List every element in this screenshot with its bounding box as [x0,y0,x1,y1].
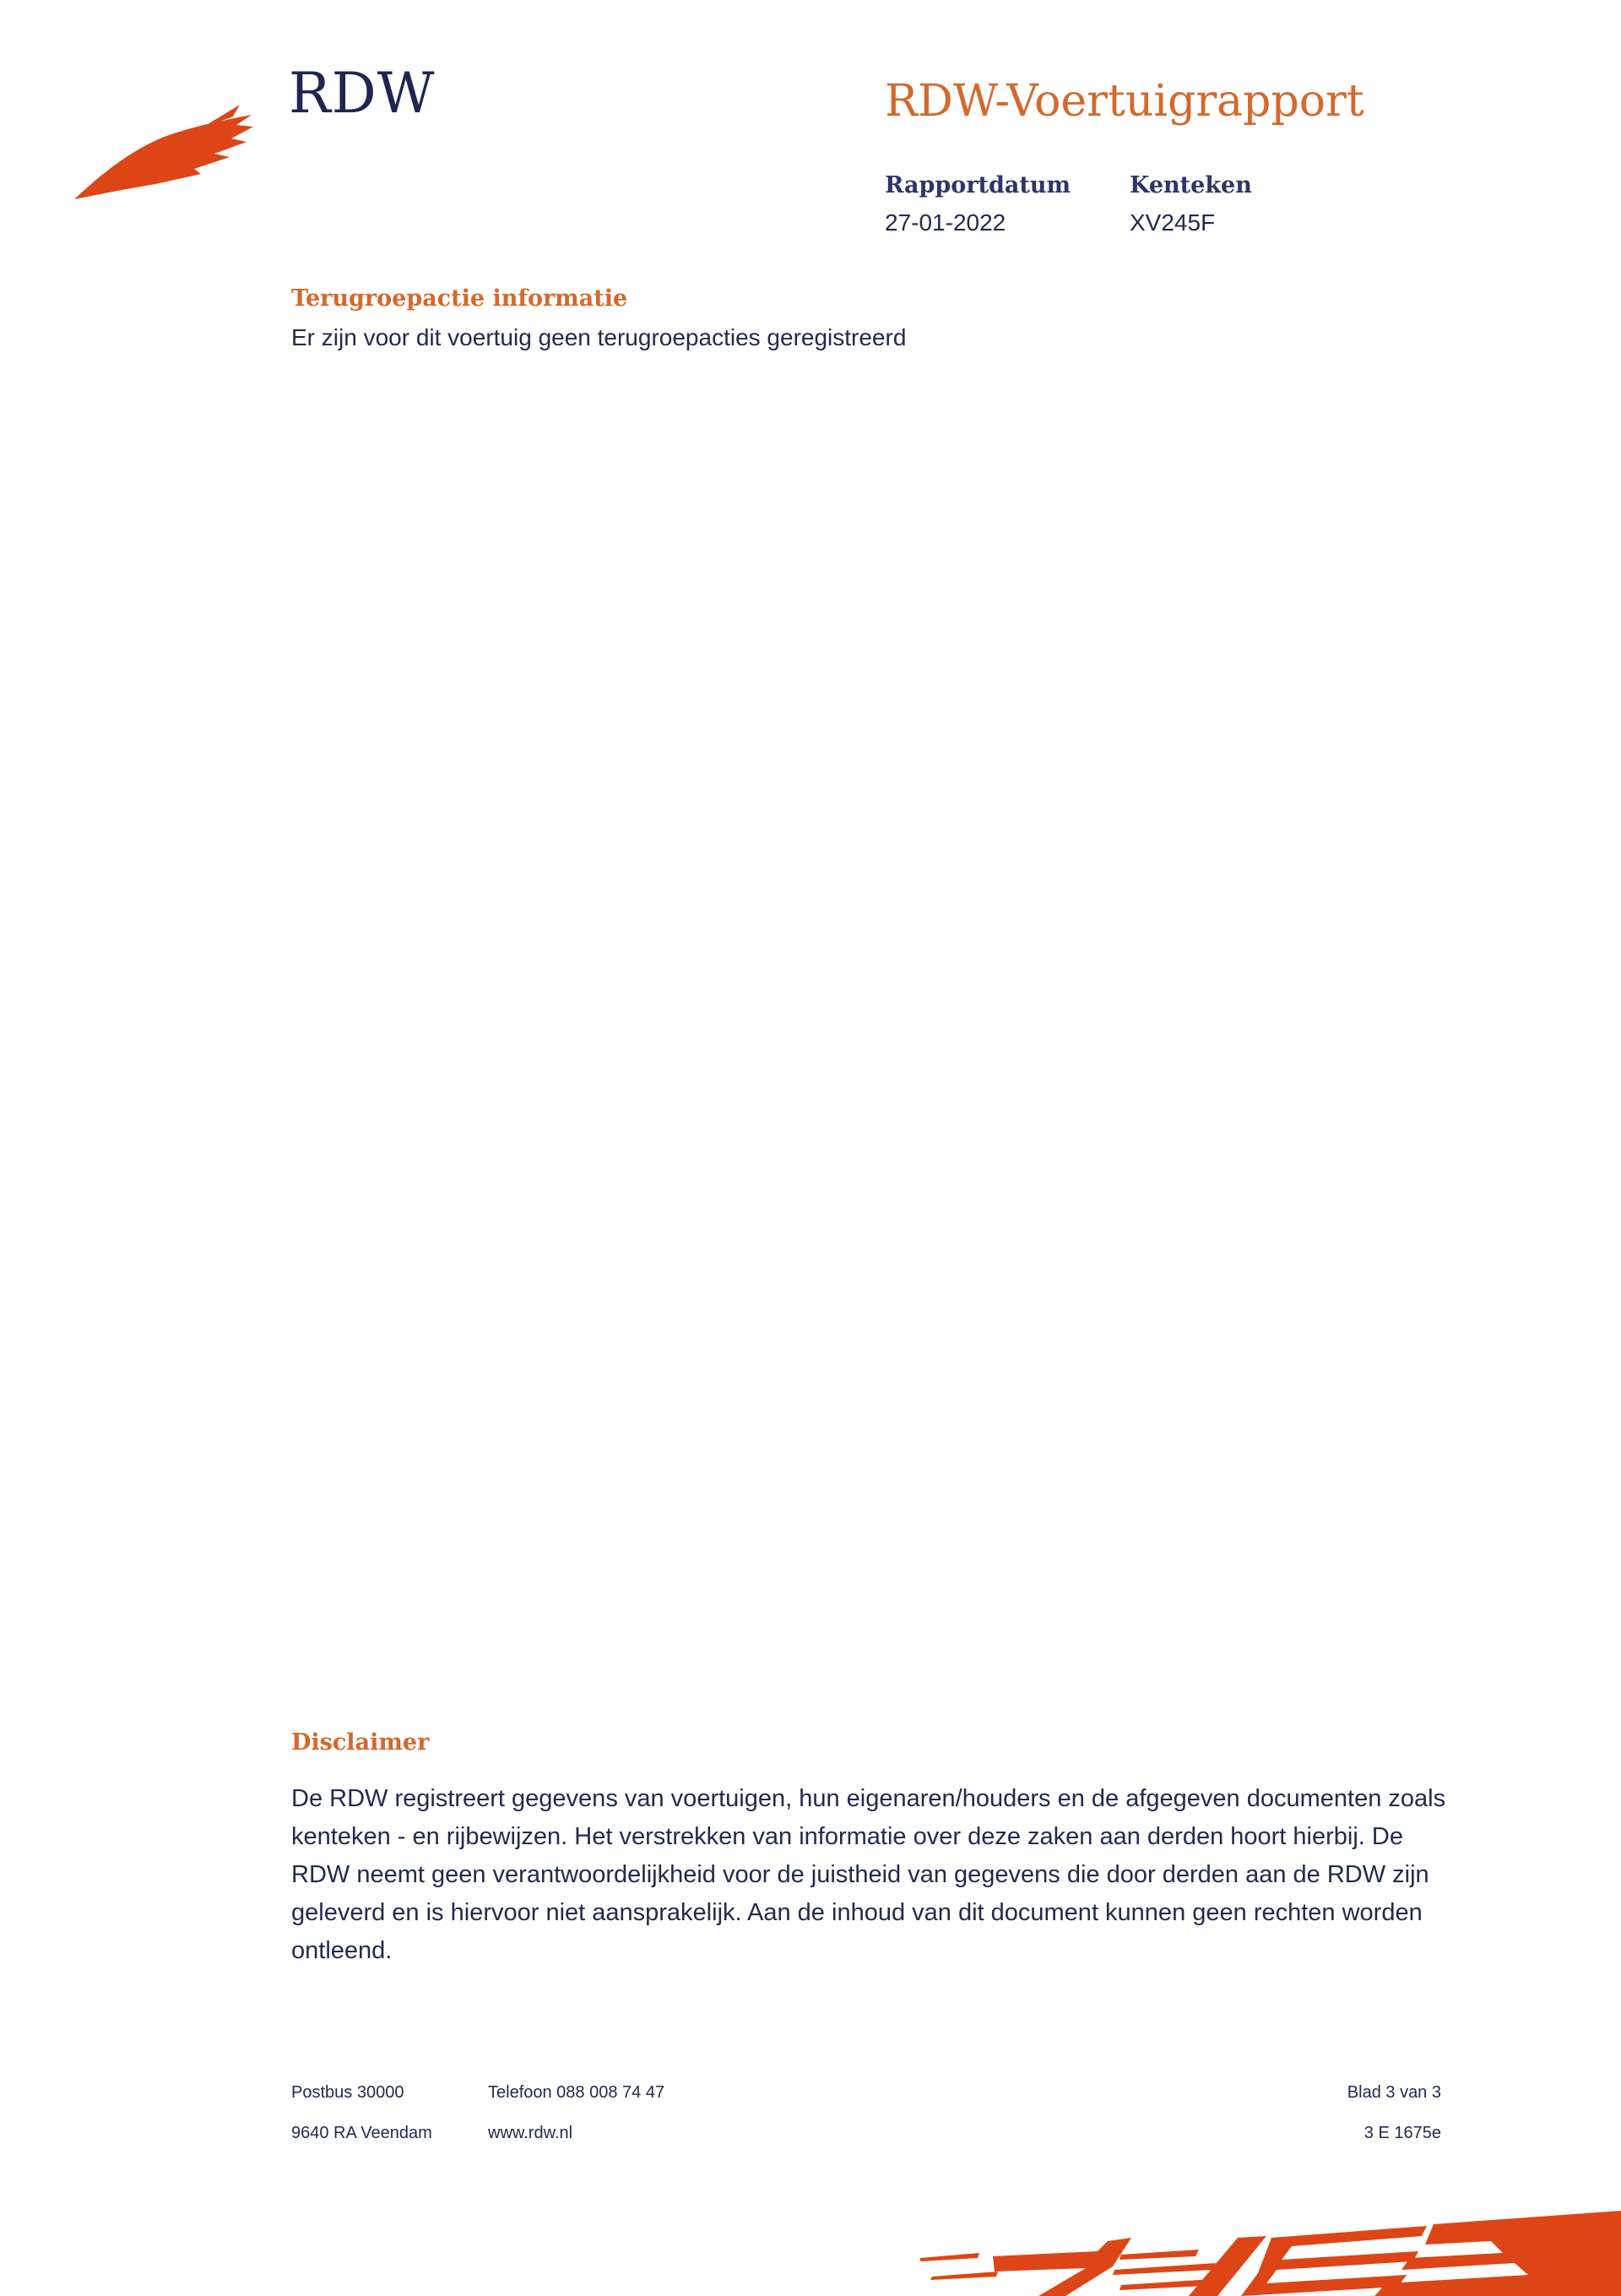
recall-text: Er zijn voor dit voertuig geen terugroepacties geregistreerd [291,324,907,350]
disclaimer-text: De RDW registreert gegevens van voertuigen, hun eigenaren/houders en de afgegeven documenten zoals kenteken - en rijbewijzen. Het verstrekken van informatie over deze zaken aan derden hoort hierbij. De RDW neemt geen verantwoordelijkheid voor de juistheid van gegevens die door derden aan de RDW zijn geleverd en is hiervoor niet aansprakelijk. Aan de inhoud van dit document kunnen geen rechten worden ontleend. [291,1785,1446,1964]
footer-city: 9640 RA Veendam [291,2124,432,2142]
footer-website-link[interactable]: www.rdw.nl [488,2124,573,2142]
report-date-label: Rapportdatum [885,172,1071,198]
report-date-value: 27-01-2022 [885,209,1006,236]
footer-postbus: Postbus 30000 [291,2083,404,2102]
disclaimer-heading: Disclaimer [291,1729,430,1756]
footer-document-code: 3 E 1675e [1363,2124,1441,2142]
footer-phone: Telefoon 088 008 74 47 [488,2083,665,2102]
footer-page-number: Blad 3 van 3 [1347,2083,1441,2102]
rdw-logo-text: RDW [289,61,436,126]
license-plate-label: Kenteken [1130,172,1252,198]
license-plate-value: XV245F [1130,209,1216,236]
recall-heading: Terugroepactie informatie [291,285,628,312]
stripe-decoration-icon [920,2207,1621,2296]
rdw-logo-mark-icon [74,105,262,203]
report-title: RDW-Voertuigrapport [885,76,1364,127]
